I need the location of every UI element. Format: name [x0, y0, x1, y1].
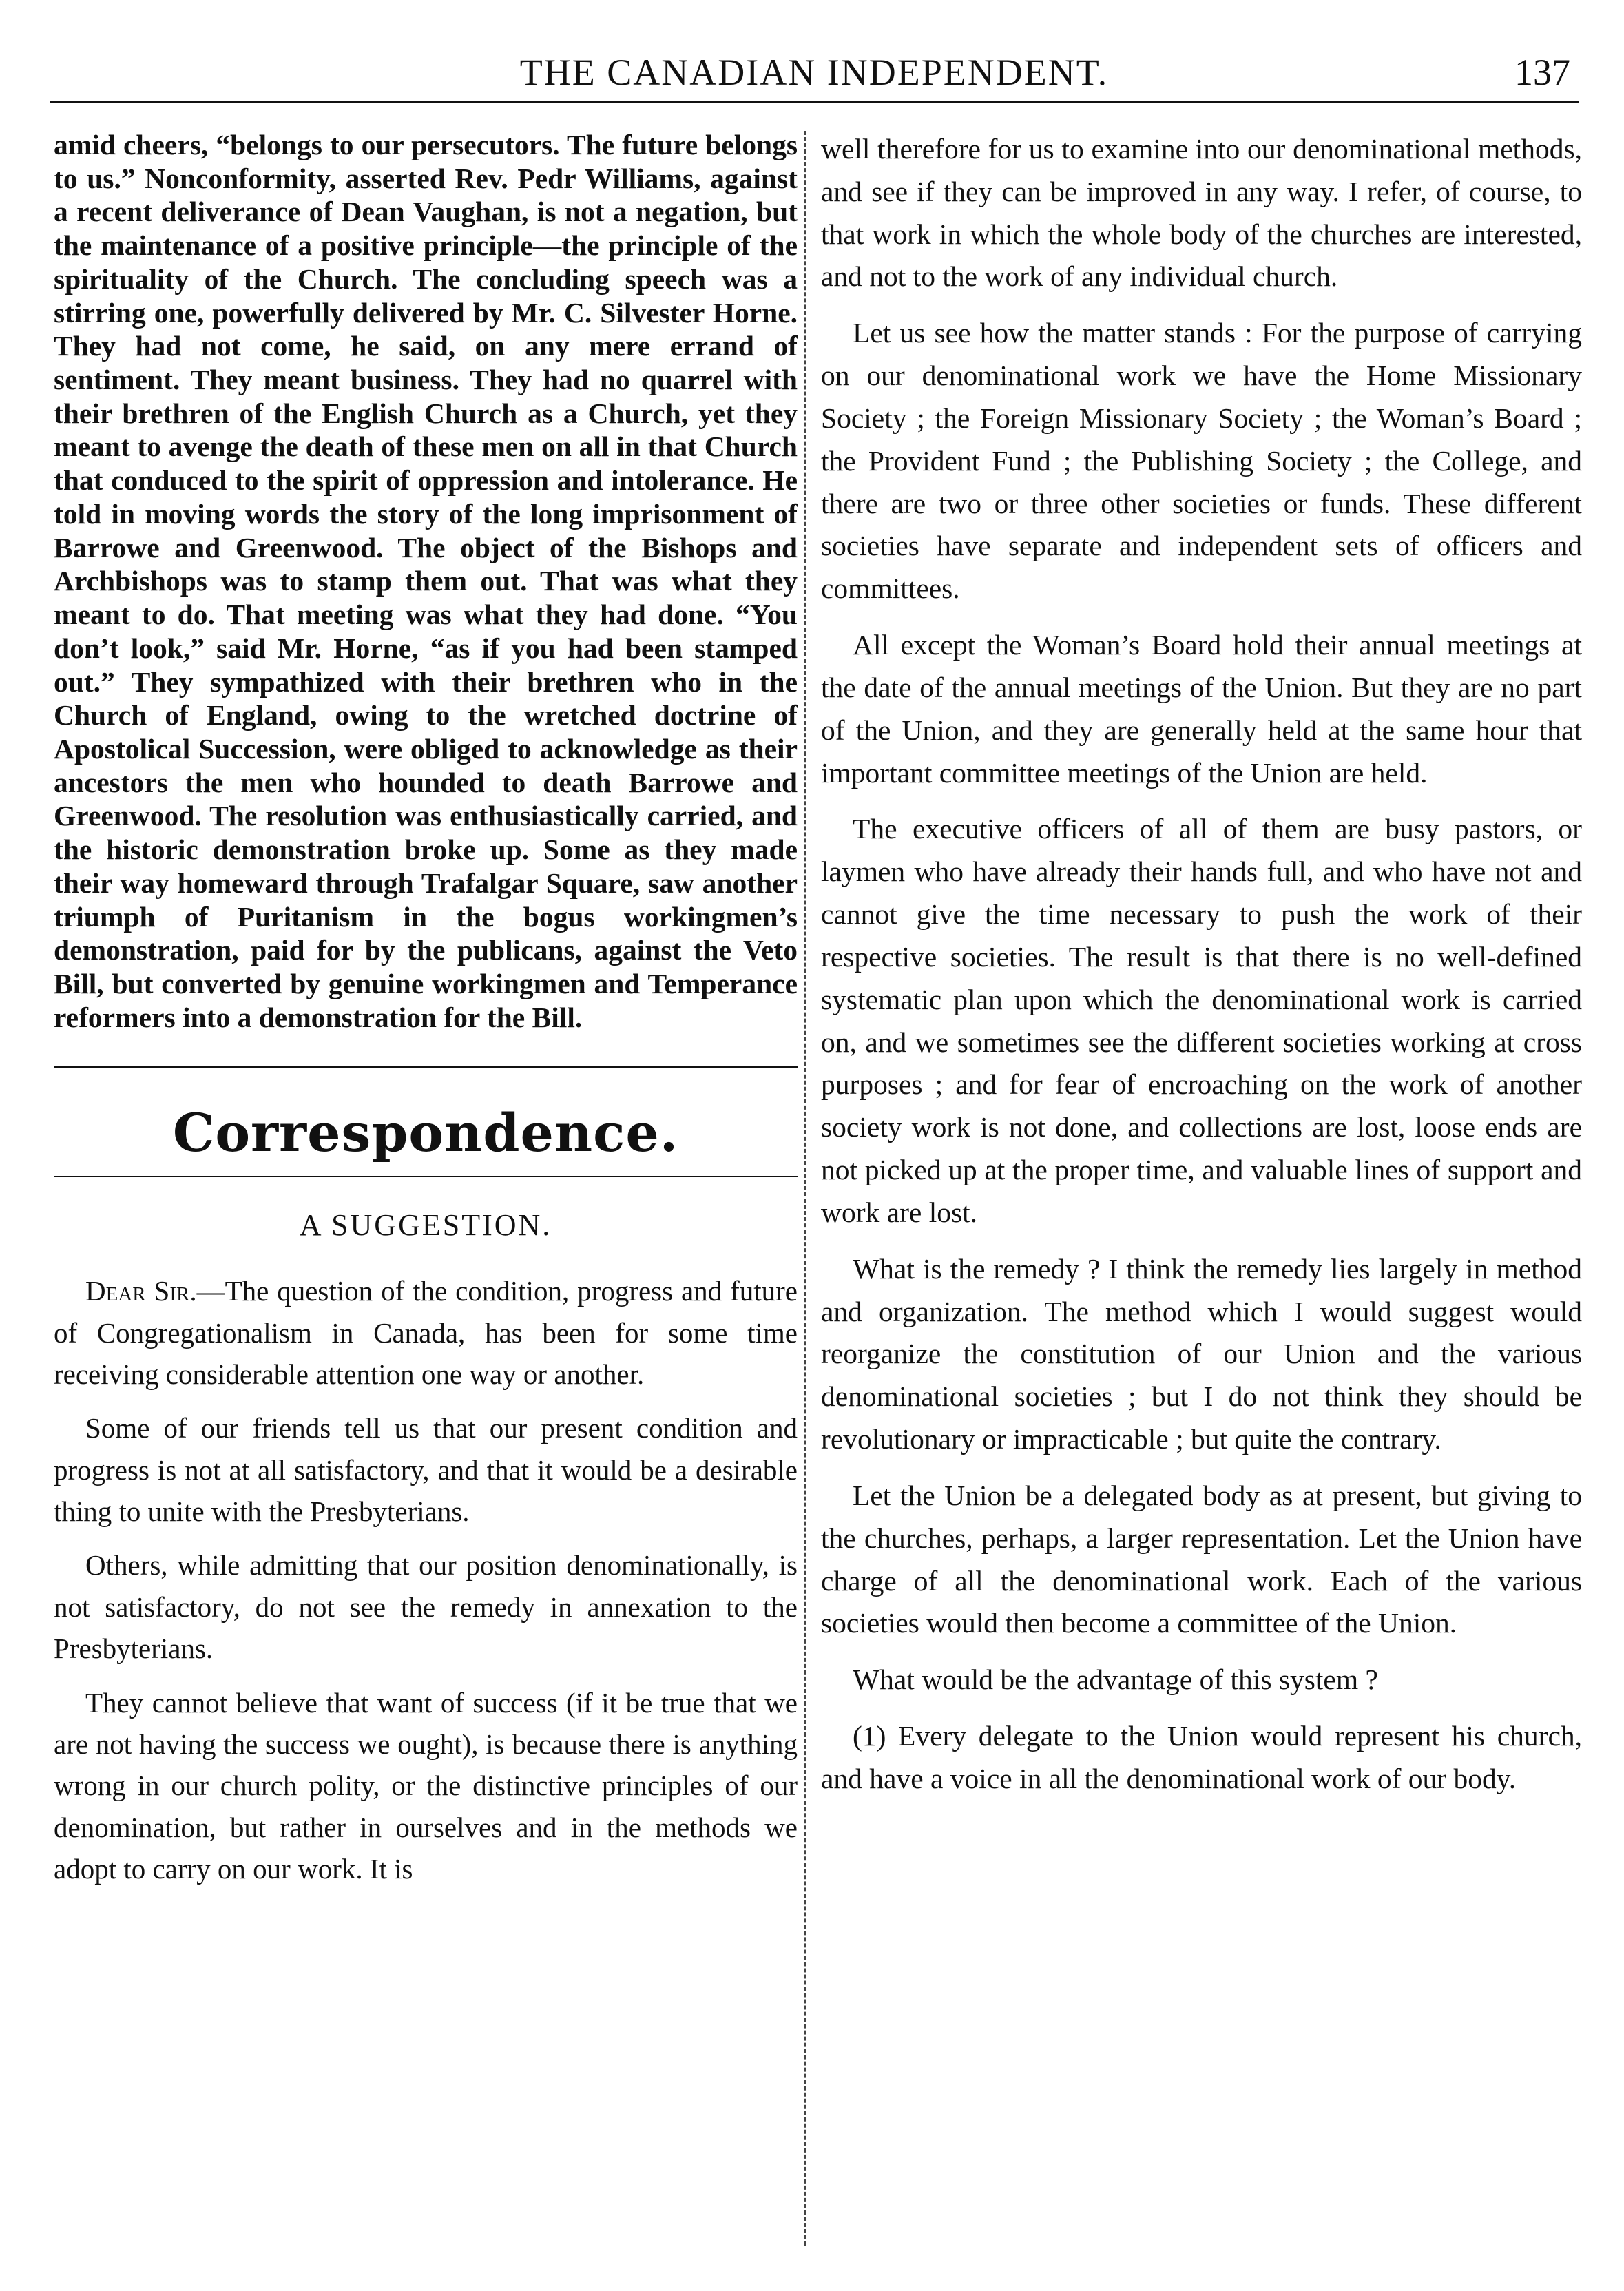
- letter-paragraph: What would be the advantage of this system ?: [853, 1663, 1378, 1696]
- running-header: [50, 19, 1579, 103]
- journal-title: THE CANADIAN INDEPENDENT.: [519, 52, 1109, 93]
- page-number: 137: [1514, 52, 1570, 93]
- letter-paragraph: (1) Every delegate to the Union would represent his church, and have a voice in all the denominational work of our body.: [821, 1719, 1582, 1794]
- letter-paragraph: Others, while admitting that our position denominationally, is not satisfactory, do not see the remedy in annexation to the Presbyterians.: [54, 1549, 798, 1665]
- column-divider: [804, 131, 806, 2246]
- salutation: Dear Sir.: [85, 1275, 197, 1307]
- letter-paragraph: All except the Woman’s Board hold their annual meetings at the date of the annual meetings of the Union. But they are no part of the Union, and they are generally held at the same hour that important committee meetings of the Union are held.: [821, 629, 1582, 789]
- letter-paragraph: well therefore for us to examine into our denominational methods, and see if they can be improved in any way. I refer, of course, to that work in which the whole body of the churches are interested, and not to the work of any individual church.: [821, 133, 1582, 293]
- continued-article-text: amid cheers, “belongs to our persecutors. The future belongs to us.” Nonconformity, asserted Rev. Pedr Williams, against a recent deliverance of Dean Vaughan, is not a negation, but the maintenance of a positive principle—the principle of the spirituality of the Church. The concluding speech was a stirring one, powerfully delivered by Mr. C. Silvester Horne. They had not come, he said, on any mere errand of sentiment. They meant business. They had no quarrel with their brethren of the English Church as a Church, yet they meant to avenge the death of these men on all in that Church that conduced to the spirit of oppression and intolerance. He told in moving words the story of the long imprisonment of Barrowe and Greenwood. The object of the Bishops and Archbishops was to stamp them out. That was what they meant to do. That meeting was what they had done. “You don’t look,” said Mr. Horne, “as if you had been stamped out.” They sympathized with their brethren who in the Church of England, owing to the wretched doctrine of Apostolical Succession, were obliged to acknowledge as their ancestors the men who hounded to death Barrowe and Greenwood. The resolution was enthusiastically carried, and the historic demonstration broke up. Some as they made their way homeward through Trafalgar Square, saw another triumph of Puritanism in the bogus workingmen’s demonstration, paid for by the publicans, against the Veto Bill, but converted by genuine workingmen and Temperance reformers into a demonstration for the Bill.: [54, 129, 798, 1033]
- letter-paragraph: They cannot believe that want of success (if it be true that we are not having the success we ought), is because there is anything wrong in our church polity, or the distinctive principles of our denomination, but rather in ourselves and in the methods we adopt to carry on our work. It is: [54, 1686, 798, 1885]
- section-rule-bottom: [54, 1176, 798, 1177]
- letter-paragraph: The executive officers of all of them are busy pastors, or laymen who have already their hands full, and who have not and cannot give the time necessary to push the work of their respective societies. The result is that there is no well-defined systematic plan upon which the denominational work is carried on, and we sometimes see the different societies working at cross purposes ; and for fear of encroaching on the work of another society work is not done, and collections are lost, loose ends are not picked up at the proper time, and valuable lines of support and work are lost.: [821, 813, 1582, 1228]
- letter-paragraph: What is the remedy ? I think the remedy lies largely in method and organization. The method which I would suggest would reorganize the constitution of our Union and the various denominational societies ; but I do not think they should be revolutionary or impracticable ; but quite the contrary.: [821, 1252, 1582, 1455]
- letter-paragraph: Dear Sir.—The question of the condition, progress and future of Congregationalism in Canada, has been for some time receiving considerable attention one way or another.: [54, 1275, 798, 1391]
- letter-paragraph: Let the Union be a delegated body as at present, but giving to the churches, perhaps, a larger representation. Let the Union have charge of all the denominational work. Each of the various societies would then become a committee of the Union.: [821, 1479, 1582, 1639]
- article-title: A SUGGESTION.: [299, 1208, 552, 1243]
- left-column: [54, 128, 798, 1902]
- section-heading: Correspondence.: [172, 1102, 679, 1164]
- section-rule-top: [54, 1066, 798, 1068]
- letter-paragraph: Some of our friends tell us that our present condition and progress is not at all satisfactory, and that it would be a desirable thing to unite with the Presbyterians.: [54, 1412, 798, 1528]
- right-column: [821, 128, 1582, 1814]
- letter-paragraph: Let us see how the matter stands : For the purpose of carrying on our denominational work we have the Home Missionary Society ; the Foreign Missionary Society ; the Woman’s Board ; the Provident Fund ; the Publishing Society ; the College, and there are two or three other societies or funds. These different societies have separate and independent sets of officers and committees.: [821, 317, 1582, 605]
